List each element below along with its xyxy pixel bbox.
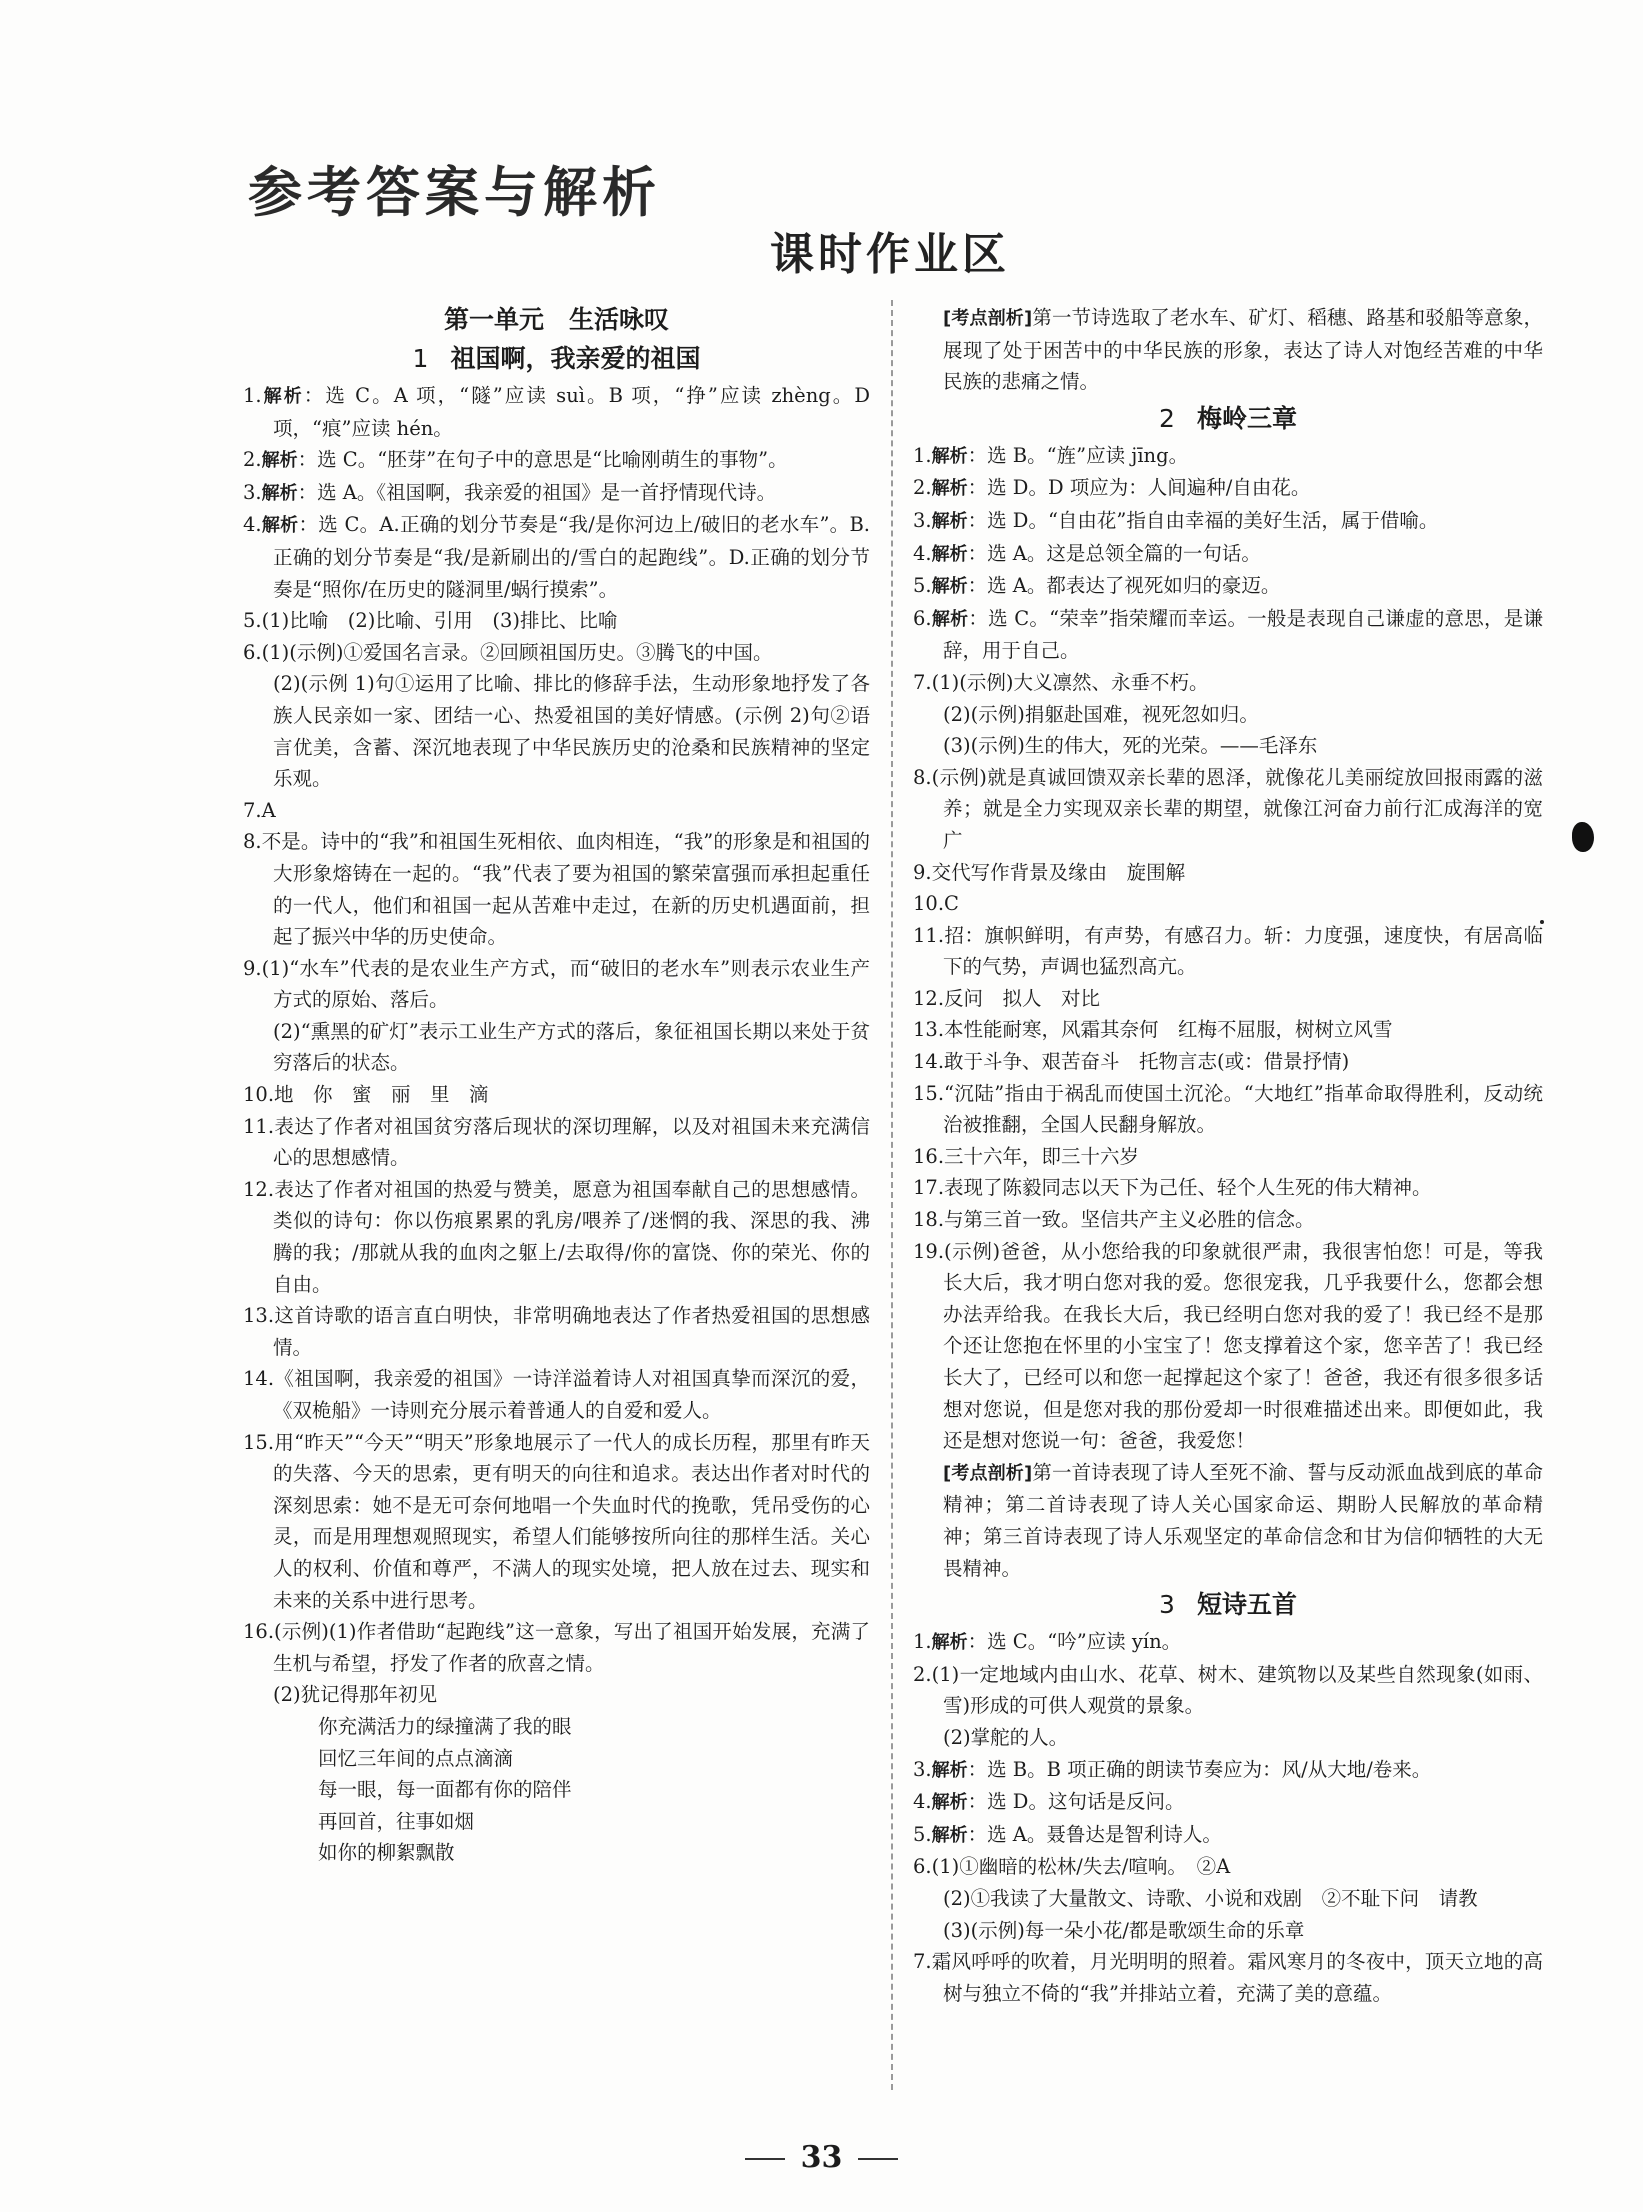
answer-item: 1.解析：选 C。“吟”应读 yín。 <box>913 1630 1182 1654</box>
lesson-number: 1 <box>412 344 429 373</box>
answer-item: 8.不是。诗中的“我”和祖国生死相依、血肉相连，“我”的形象是和祖国的大形象熔铸在一起的。“我”代表了要为祖国的繁荣富强而承担起重任的一代人，他们和祖国一起从苦难中走过，在新的历史机遇面前，担起了振兴中华的历史使命。 <box>243 830 870 949</box>
column-divider <box>891 300 893 2090</box>
answer-item: 7.A <box>243 798 276 822</box>
lesson-title: 祖国啊，我亲爱的祖国 <box>450 344 701 373</box>
poem-line: 再回首，往事如烟 <box>318 1809 475 1833</box>
answer-item: 10.地 你 蜜 丽 里 滴 <box>243 1083 489 1107</box>
answer-item: 4.解析：选 D。这句话是反问。 <box>913 1790 1185 1814</box>
answer-item: 1.解析：选 C。A 项，“隧”应读 suì。B 项，“挣”应读 zhèng。D 项，“痕”应读 hén。 <box>243 384 870 440</box>
answer-item: 6.解析：选 C。“荣幸”指荣耀而幸运。一般是表现自己谦虚的意思，是谦辞，用于自己。 <box>913 606 1544 663</box>
page-title: 参考答案与解析 <box>248 161 661 224</box>
answer-item: 3.解析：选 B。B 项正确的朗读节奏应为：风/从大地/卷来。 <box>913 1757 1432 1781</box>
section-title: 课时作业区 <box>770 229 1010 280</box>
answer-item: 11.招：旗帜鲜明，有声势，有感召力。斩：力度强，速度快，有居高临下的气势，声调也猛烈高亢。 <box>913 923 1543 979</box>
answer-item: 5.解析：选 A。都表达了视死如归的豪迈。 <box>913 574 1281 598</box>
lesson-heading <box>243 340 870 378</box>
answer-item: 7.霜风呼呼的吹着，月光明明的照着。霜风寒月的冬夜中，顶天立地的高树与独立不倚的“我”并排站立着，充满了美的意蕴。 <box>913 1950 1543 2005</box>
answer-item: 19.(示例)爸爸，从小您给我的印象就很严肃，我很害怕您！可是，等我长大后，我才明白您对我的爱。您很宠我，几乎我要什么，您都会想办法弄给我。在我长大后，我已经明白您对我的爱了！我已经不是那个还让您抱在怀里的小宝宝了！您支撑着这个家，您辛苦了！我已经长大了，已经可以和您一起撑起这个家了！爸爸，我还有很多很多话想对您说，但是您对我的那份爱却一时很难描述出来。即便如此，我还是想对您说一句：爸爸，我爱您！ <box>913 1239 1543 1453</box>
answer-item: 13.本性能耐寒，风霜其奈何 红梅不屈服，树树立风雪 <box>913 1018 1393 1042</box>
answer-subitem: (2)“熏黑的矿灯”表示工业生产方式的落后，象征祖国长期以来处于贫穷落后的状态。 <box>273 1019 870 1075</box>
left-column <box>243 302 870 1869</box>
lesson-number: 2 <box>1159 403 1175 433</box>
analysis-note: [考点剖析]第一节诗选取了老水车、矿灯、稻穗、路基和驳船等意象，展现了处于困苦中的中华民族的形象，表达了诗人对饱经苦难的中华民族的悲痛之情。 <box>943 306 1543 394</box>
answer-item: 14.敢于斗争、艰苦奋斗 托物言志(或：借景抒情) <box>913 1050 1350 1074</box>
poem-line: 每一眼，每一面都有你的陪伴 <box>318 1778 572 1802</box>
answer-item: 2.解析：选 D。D 项应为：人间遍种/自由花。 <box>913 476 1311 500</box>
page-number-dash <box>858 2158 898 2160</box>
lesson-heading <box>913 1586 1543 1624</box>
answer-item: 5.解析：选 A。聂鲁达是智利诗人。 <box>913 1822 1222 1846</box>
answer-subitem: (2)①我读了大量散文、诗歌、小说和戏剧 ②不耻下问 请教 <box>943 1886 1478 1910</box>
answer-subitem: (3)(示例)每一朵小花/都是歌颂生命的乐章 <box>943 1918 1305 1942</box>
lesson-heading <box>913 400 1543 438</box>
answer-item: 12.反问 拟人 对比 <box>913 986 1101 1010</box>
answer-item: 8.(示例)就是真诚回馈双亲长辈的恩泽，就像花儿美丽绽放回报雨露的滋养；就是全力实现双亲长辈的期望，就像江河奋力前行汇成海洋的宽广 <box>913 765 1543 852</box>
answer-item: 4.解析：选 C。A.正确的划分节奏是“我/是你河边上/破旧的老水车”。B.正确的划分节奏是“我/是新刷出的/雪白的起跑线”。D.正确的划分节奏是“照你/在历史的隧洞里/蜗行摸索”。 <box>243 513 870 601</box>
right-column <box>913 302 1543 2009</box>
answer-subitem: (3)(示例)生的伟大，死的光荣。——毛泽东 <box>943 734 1318 758</box>
answer-subitem: (2)(示例)捐躯赴国难，视死忽如归。 <box>943 702 1259 726</box>
answer-item: 9.交代写作背景及缘由 旋围解 <box>913 860 1186 884</box>
answer-item: 14.《祖国啊，我亲爱的祖国》一诗洋溢着诗人对祖国真挚而深沉的爱，《双桅船》一诗则充分展示着普通人的自爱和爱人。 <box>243 1367 870 1422</box>
answer-item: 10.C <box>913 892 959 916</box>
answer-item: 1.解析：选 B。“旌”应读 jīng。 <box>913 443 1189 467</box>
answer-item: 16.(示例)(1)作者借助“起跑线”这一意象，写出了祖国开始发展，充满了生机与希望，抒发了作者的欣喜之情。 <box>243 1620 870 1675</box>
answer-item: 16.三十六年，即三十六岁 <box>913 1144 1140 1168</box>
lesson-title: 短诗五首 <box>1196 1590 1297 1620</box>
ink-dot <box>1540 920 1544 924</box>
answer-item: 6.(1)①幽暗的松林/失去/喧响。 ②A <box>913 1855 1231 1879</box>
answer-item: 9.(1)“水车”代表的是农业生产方式，而“破旧的老水车”则表示农业生产方式的原始、落后。 <box>243 956 870 1012</box>
lesson-number: 3 <box>1159 1590 1175 1620</box>
answer-item: 13.这首诗歌的语言直白明快，非常明确地表达了作者热爱祖国的思想感情。 <box>243 1304 870 1359</box>
ink-blot <box>1572 822 1594 852</box>
page-number <box>0 2140 1643 2175</box>
answer-subitem: (2)犹记得那年初见 <box>273 1683 438 1707</box>
answer-item: 2.(1)一定地域内由山水、花草、树木、建筑物以及某些自然现象(如雨、雪)形成的可供人观赏的景象。 <box>913 1662 1543 1718</box>
answer-item: 15.用“昨天”“今天”“明天”形象地展示了一代人的成长历程，那里有昨天的失落、今天的思索，更有明天的向往和追求。表达出作者对时代的深刻思索：她不是无可奈何地唱一个失血时代的挽歌，凭吊受伤的心灵，而是用理想观照现实，希望人们能够按所向往的那样生活。关心人的权利、价值和尊严，不满人的现实处境，把人放在过去、现实和未来的关系中进行思考。 <box>243 1430 870 1612</box>
unit-heading: 第一单元 生活咏叹 <box>443 305 669 334</box>
answer-item: 7.(1)(示例)大义凛然、永垂不朽。 <box>913 670 1209 694</box>
answer-item: 11.表达了作者对祖国贫穷落后现状的深切理解，以及对祖国未来充满信心的思想感情。 <box>243 1114 870 1170</box>
analysis-note: [考点剖析]第一首诗表现了诗人至死不渝、誓与反动派血战到底的革命精神；第二首诗表现了诗人关心国家命运、期盼人民解放的革命精神；第三首诗表现了诗人乐观坚定的革命信念和甘为信仰牺牲的大无畏精神。 <box>943 1460 1543 1580</box>
answer-item: 6.(1)(示例)①爱国名言录。②回顾祖国历史。③腾飞的中国。 <box>243 640 773 664</box>
answer-item: 2.解析：选 C。“胚芽”在句子中的意思是“比喻刚萌生的事物”。 <box>243 448 788 472</box>
answer-subitem: (2)(示例 1)句①运用了比喻、排比的修辞手法，生动形象地抒发了各族人民亲如一家、团结一心、热爱祖国的美好情感。(示例 2)句②语言优美，含蓄、深沉地表现了中华民族历史的沧桑和民族精神的坚定乐观。 <box>273 672 870 791</box>
poem-line: 如你的柳絮飘散 <box>318 1841 455 1865</box>
answer-item: 18.与第三首一致。坚信共产主义必胜的信念。 <box>913 1208 1315 1232</box>
page-number-text: 33 <box>800 2140 843 2175</box>
answer-item: 12.表达了作者对祖国的热爱与赞美，愿意为祖国奉献自己的思想感情。类似的诗句：你以伤痕累累的乳房/喂养了/迷惘的我、深思的我、沸腾的我；/那就从我的血肉之躯上/去取得/你的富饶、你的荣光、你的自由。 <box>243 1177 870 1296</box>
answer-item: 3.解析：选 A。《祖国啊，我亲爱的祖国》是一首抒情现代诗。 <box>243 480 777 504</box>
answer-subitem: (2)掌舵的人。 <box>943 1725 1069 1749</box>
poem-line: 回忆三年间的点点滴滴 <box>318 1746 514 1770</box>
answer-item: 4.解析：选 A。这是总领全篇的一句话。 <box>913 541 1261 565</box>
poem-line: 你充满活力的绿撞满了我的眼 <box>318 1714 572 1738</box>
page-number-dash <box>745 2158 785 2160</box>
answer-item: 15.“沉陆”指由于祸乱而使国土沉沦。“大地红”指革命取得胜利，反动统治被推翻，全国人民翻身解放。 <box>913 1081 1543 1137</box>
answer-item: 17.表现了陈毅同志以天下为己任、轻个人生死的伟大精神。 <box>913 1176 1432 1200</box>
answer-item: 5.(1)比喻 (2)比喻、引用 (3)排比、比喻 <box>243 609 618 633</box>
answer-item: 3.解析：选 D。“自由花”指自由幸福的美好生活，属于借喻。 <box>913 508 1439 532</box>
lesson-title: 梅岭三章 <box>1196 403 1297 433</box>
